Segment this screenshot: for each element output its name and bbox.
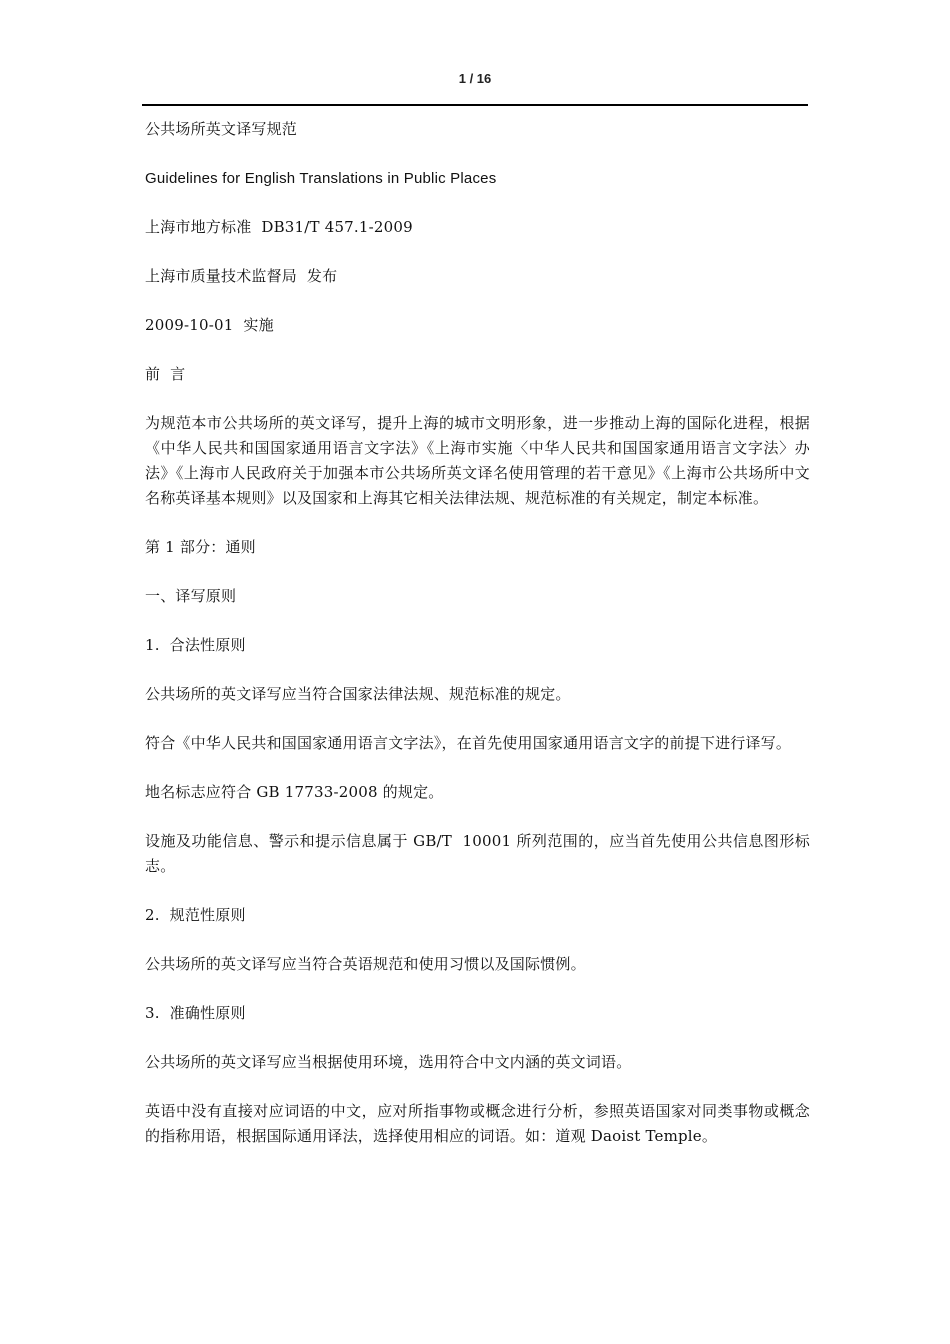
principle-2-heading: 2. 规范性原则 xyxy=(145,906,246,924)
document-title-english: Guidelines for English Translations in Public Places xyxy=(145,170,497,187)
document-body xyxy=(145,117,810,1173)
effective-date: 2009-10-01 实施 xyxy=(145,316,274,334)
principle-1-paragraph: 公共场所的英文译写应当符合国家法律法规、规范标准的规定。 xyxy=(145,685,571,703)
principle-1-paragraph: 设施及功能信息、警示和提示信息属于 GB/T 10001 所列范围的，应当首先使用公共信息图形标志。 xyxy=(145,832,810,875)
section-heading: 一、译写原则 xyxy=(145,587,237,605)
principle-1-paragraph: 地名标志应符合 GB 17733-2008 的规定。 xyxy=(145,783,444,801)
part-heading: 第 1 部分：通则 xyxy=(145,538,256,556)
principle-3-paragraph: 英语中没有直接对应词语的中文，应对所指事物或概念进行分析，参照英语国家对同类事物或概念的指称用语，根据国际通用译法，选择使用相应的词语。如：道观 Daoist Temple。 xyxy=(145,1102,810,1145)
publisher-line: 上海市质量技术监督局 发布 xyxy=(145,267,338,285)
principle-2-paragraph: 公共场所的英文译写应当符合英语规范和使用习惯以及国际惯例。 xyxy=(145,955,586,973)
document-title-chinese: 公共场所英文译写规范 xyxy=(145,120,298,138)
principle-3-heading: 3. 准确性原则 xyxy=(145,1004,246,1022)
page-number: 1 / 16 xyxy=(458,71,492,86)
standard-number: 上海市地方标准 DB31/T 457.1-2009 xyxy=(145,218,413,236)
principle-1-heading: 1. 合法性原则 xyxy=(145,636,246,654)
page-header xyxy=(142,66,808,106)
principle-3-paragraph: 公共场所的英文译写应当根据使用环境，选用符合中文内涵的英文词语。 xyxy=(145,1053,632,1071)
foreword-heading: 前 言 xyxy=(145,365,186,383)
principle-1-paragraph: 符合《中华人民共和国国家通用语言文字法》，在首先使用国家通用语言文字的前提下进行译写。 xyxy=(145,734,792,752)
foreword-paragraph: 为规范本市公共场所的英文译写，提升上海的城市文明形象，进一步推动上海的国际化进程，根据《中华人民共和国国家通用语言文字法》《上海市实施〈中华人民共和国国家通用语言文字法〉办法》《上海市人民政府关于加强本市公共场所英文译名使用管理的若干意见》《上海市公共场所中文名称英译基本规则》以及国家和上海其它相关法律法规、规范标准的有关规定，制定本标准。 xyxy=(145,414,810,507)
